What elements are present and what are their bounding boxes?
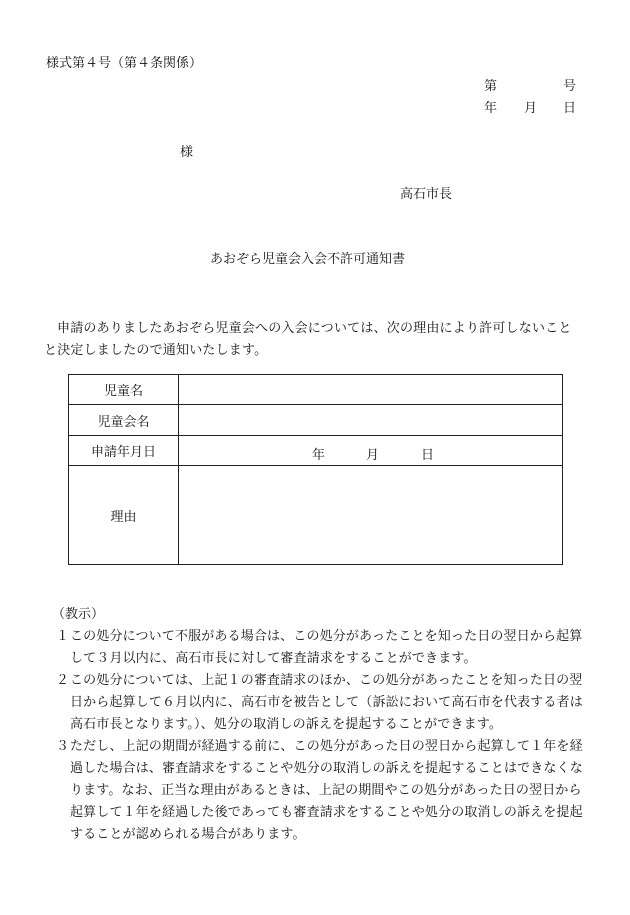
document-title: あおぞら児童会入会不許可通知書 [210,252,406,267]
number-suffix: 号 [562,79,576,94]
instruction-text: この処分については、上記１の審査請求のほか、この処分があったことを知った日の翌日から起算して６月以内に、高石市を被告として（訴訟において高石市を代表する者は高石市長となります。）、処分の取消しの訴えを提起することができます。 [70,673,583,732]
document-number [484,75,576,94]
date-year: 年 [484,101,498,116]
date-day: 日 [562,101,576,116]
instruction-number: ２ [56,673,70,688]
instruction-text: ただし、上記の期間が経過する前に、この処分があった日の翌日から起算して１年を経過した場合は、審査請求をすることや処分の取消しの訴えを提起することはできなくなります。なお、正当な理由があるときは、上記の期間やこの処分があった日の翌日から起算して１年を経過した後であっても審査請求をすることや処分の取消しの訴えを提起することが認められる場合があります。 [70,739,583,842]
instruction-number: ３ [56,739,70,754]
reason-label: 理由 [69,466,179,565]
instruction-section [44,604,584,846]
number-prefix: 第 [484,79,498,94]
instruction-item [44,736,584,846]
app-date-day: 日 [421,448,435,463]
table-row [69,466,563,565]
body-text: 申請のありましたあおぞら児童会への入会については、次の理由により許可しないことと決定しましたので通知いたします。 [44,321,572,358]
table-row [69,375,563,405]
sender-name: 高石市長 [400,187,453,202]
addressee-suffix: 様 [180,145,194,160]
club-name-value [179,405,563,436]
date-month: 月 [524,101,538,116]
application-date-label: 申請年月日 [69,436,179,466]
document-date [484,97,576,116]
app-date-month: 月 [366,448,380,463]
instruction-number: １ [56,629,70,644]
instruction-text: この処分について不服がある場合は、この処分があったことを知った日の翌日から起算して３月以内に、高石市長に対して審査請求をすることができます。 [70,629,583,666]
info-table [68,374,563,565]
app-date-year: 年 [312,448,326,463]
club-name-label: 児童会名 [69,405,179,436]
child-name-label: 児童名 [69,375,179,405]
application-date-value [179,436,563,466]
form-number: 様式第４号（第４条関係） [46,56,203,71]
reason-value [179,466,563,565]
instruction-heading: （教示） [52,607,105,622]
table-row [69,405,563,436]
table-row [69,436,563,466]
child-name-value [179,375,563,405]
instruction-item [44,670,584,736]
instruction-item [44,626,584,670]
